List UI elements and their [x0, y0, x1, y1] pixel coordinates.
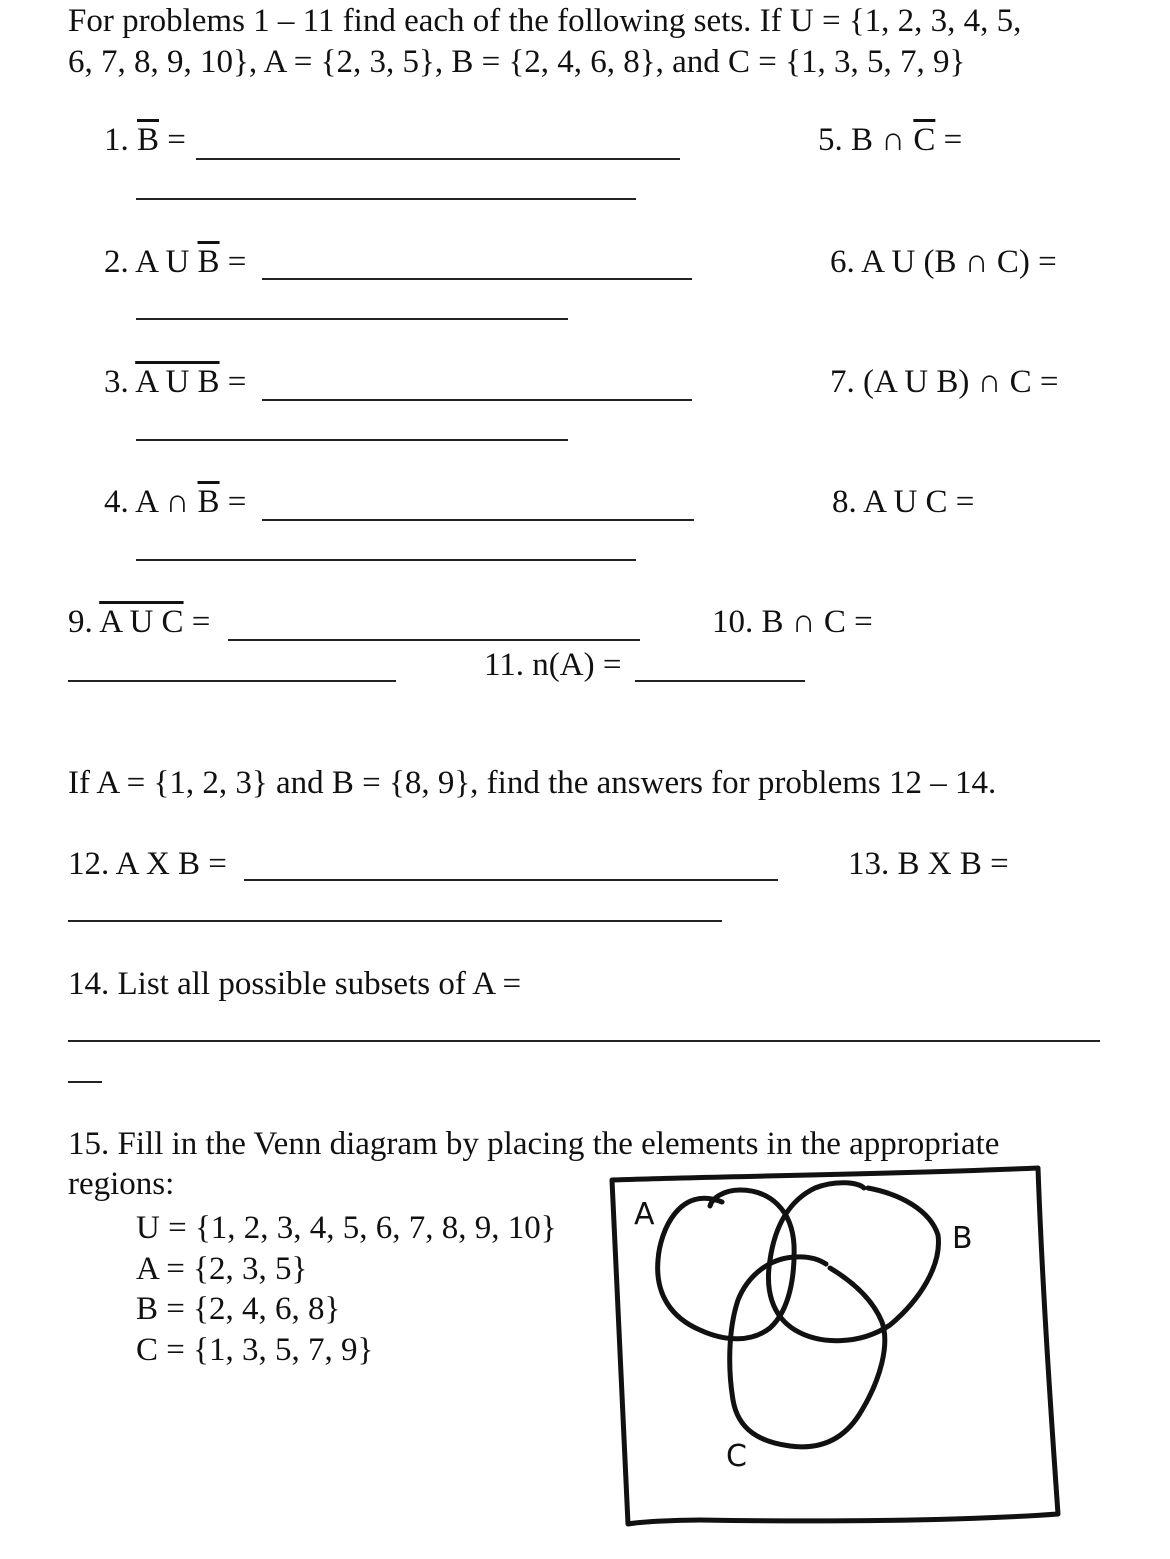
- problem-12-answer-line-2[interactable]: [68, 920, 722, 922]
- problem-11-label: 11. n(A) =: [484, 647, 622, 683]
- problem-1-answer-line[interactable]: [196, 158, 680, 160]
- set-b-definition: B = {2, 4, 6, 8}: [136, 1291, 341, 1327]
- set-c-definition: C = {1, 3, 5, 7, 9}: [136, 1332, 374, 1368]
- problem-14-label: 14. List all possible subsets of A =: [68, 966, 522, 1002]
- problem-8-label: 8. A U C =: [832, 484, 975, 520]
- problem-2-answer-line[interactable]: [262, 278, 692, 280]
- intro-line-2: 6, 7, 8, 9, 10}, A = {2, 3, 5}, B = {2, 4, 6, 8}, and C = {1, 3, 5, 7, 9}: [68, 44, 966, 80]
- problem-6-label: 6. A U (B ∩ C) =: [830, 244, 1057, 280]
- problem-15-line-2: regions:: [68, 1166, 175, 1202]
- problem-3-answer-line-2[interactable]: [136, 439, 568, 441]
- problem-9-answer-line-2[interactable]: [68, 680, 396, 682]
- problem-3-answer-line[interactable]: [262, 399, 692, 401]
- problem-3-label: 3. A U B =: [104, 364, 247, 400]
- problem-4-answer-line-2[interactable]: [136, 559, 636, 561]
- intro-line-1: For problems 1 – 11 find each of the following sets. If U = {1, 2, 3, 4, 5,: [68, 3, 1022, 39]
- venn-circle-c: [730, 1257, 885, 1447]
- set-a-definition: A = {2, 3, 5}: [136, 1251, 308, 1287]
- venn-universe-box: [612, 1168, 1058, 1524]
- problem-2-label: 2. A U $\overline{B}$ =: [104, 244, 247, 280]
- venn-label-a: A: [634, 1197, 655, 1232]
- problem-12-label: 12. A X B =: [68, 846, 227, 882]
- problem-13-label: 13. B X B =: [848, 846, 1009, 882]
- problem-1-answer-line-2[interactable]: [136, 198, 636, 200]
- problem-2-answer-line-2[interactable]: [136, 318, 568, 320]
- problem-10-label: 10. B ∩ C =: [712, 604, 873, 640]
- problem-15-line-1: 15. Fill in the Venn diagram by placing the elements in the appropriate: [68, 1126, 1000, 1162]
- venn-label-c: C: [726, 1439, 747, 1474]
- venn-label-b: B: [952, 1221, 973, 1256]
- problem-7-label: 7. (A U B) ∩ C =: [830, 364, 1059, 400]
- problem-11-answer-line[interactable]: [635, 680, 805, 682]
- problem-9-answer-line[interactable]: [228, 639, 640, 641]
- problem-14-answer-line-2[interactable]: [68, 1081, 102, 1083]
- problem-12-answer-line[interactable]: [244, 879, 778, 881]
- problem-4-label: 4. A ∩ $\overline{B}$ =: [104, 484, 247, 520]
- problem-14-answer-line[interactable]: [68, 1040, 1100, 1042]
- problem-5-label: 5. B ∩ $\overline{C}$ =: [818, 122, 963, 158]
- problem-4-answer-line[interactable]: [262, 519, 694, 521]
- problem-9-label: 9. A U C =: [68, 604, 211, 640]
- part-2-intro: If A = {1, 2, 3} and B = {8, 9}, find the answers for problems 12 – 14.: [68, 765, 997, 801]
- problem-1-label: 1. $\overline{B}$ =: [104, 122, 186, 158]
- venn-diagram[interactable]: [600, 1150, 1080, 1550]
- set-u-definition: U = {1, 2, 3, 4, 5, 6, 7, 8, 9, 10}: [136, 1210, 557, 1246]
